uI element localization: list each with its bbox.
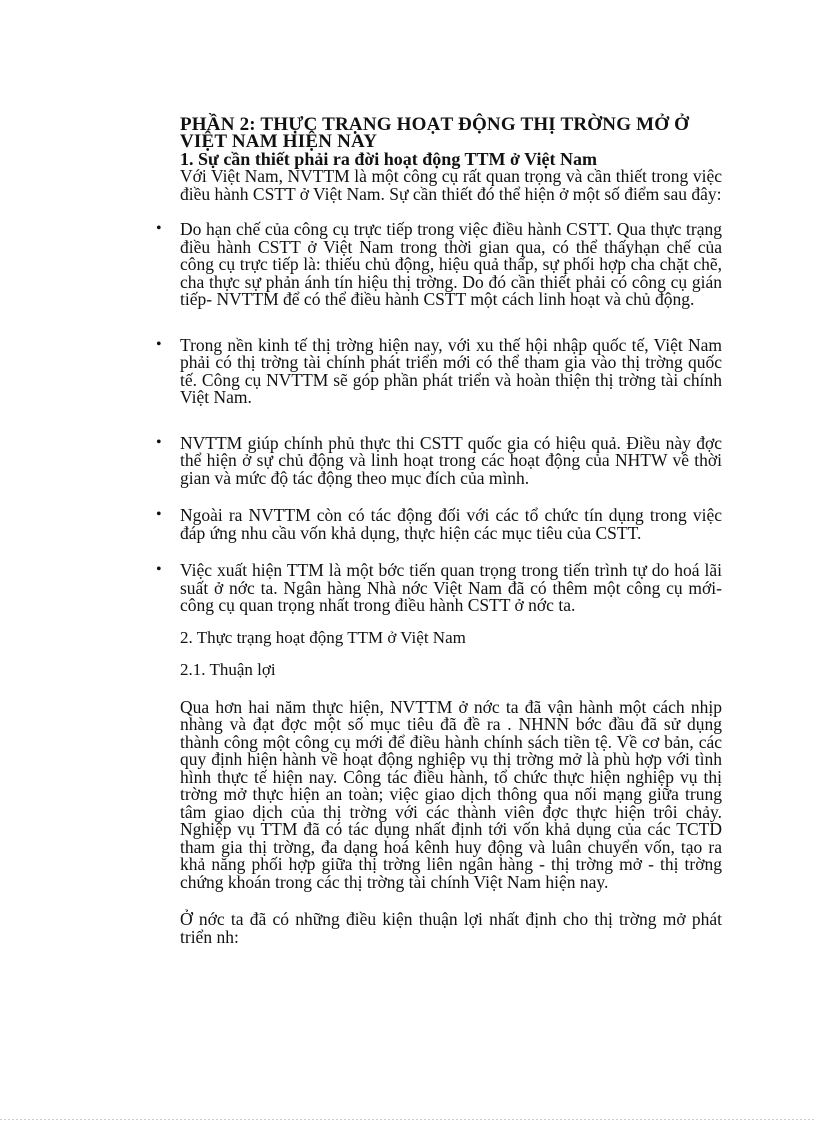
bullet-icon: •	[156, 506, 162, 523]
intro-paragraph: Với Việt Nam, NVTTM là một công cụ rất quan trọng và cần thiết trong việc điều hành CSTT ở Việt Nam. Sự cần thiết đó thể hiện ở một số điểm sau đây:	[180, 166, 722, 204]
list-item-text: NVTTM giúp chính phủ thực thi CSTT quốc gia có hiệu quả. Điều này đợc thể hiện ở sự chủ động và linh hoạt trong các hoạt động của NHTW về thời gian và mức độ tác động theo mục đích của mình.	[180, 432, 722, 488]
list-item-text: Ngoài ra NVTTM còn có tác động đối với các tổ chức tín dụng trong việc đáp ứng nhu cầu vốn khả dụng, thực hiện các mục tiêu của CSTT.	[180, 505, 722, 543]
list-item-text: Trong nền kinh tế thị trờng hiện nay, với xu thế hội nhập quốc tế, Việt Nam phải có thị trờng tài chính phát triển mới có thể tham gia vào thị trờng quốc tế. Công cụ NVTTM sẽ góp phần phát triển và hoàn thiện thị trờng tài chính Việt Nam.	[180, 334, 722, 407]
bullet-icon: •	[156, 561, 162, 578]
bullet-list	[156, 219, 722, 615]
list-item	[156, 505, 722, 543]
bullet-icon: •	[156, 220, 162, 237]
page-bottom-border	[0, 1119, 816, 1121]
list-item-text: Việc xuất hiện TTM là một bớc tiến quan trọng trong tiến trình tự do hoá lãi suất ở nớc ta. Ngân hàng Nhà nớc Việt Nam đã có thêm một công cụ mới- công cụ quan trọng nhất trong điều hành CSTT ở nớc ta.	[180, 560, 722, 615]
list-item	[156, 219, 722, 309]
bullet-icon: •	[156, 433, 162, 451]
list-item	[156, 560, 722, 615]
list-item	[156, 432, 722, 488]
document-body	[156, 114, 722, 947]
body-paragraph: Ở nớc ta đã có những điều kiện thuận lợi nhất định cho thị trờng mở phát triển nh:	[180, 909, 722, 947]
list-item-text: Do hạn chế của công cụ trực tiếp trong việc điều hành CSTT. Qua thực trạng điều hành CSTT ở Việt Nam trong thời gian qua, có thể thấyhạn chế của công cụ trực tiếp là: thiếu chủ động, hiệu quả thấp, sự phối hợp cha chặt chẽ, cha thực sự phản ánh tín hiệu thị trờng. Do đó cần thiết phải có công cụ gián tiếp- NVTTM để có thể điều hành CSTT một cách linh hoạt và chủ động.	[180, 219, 722, 309]
part-title: PHẦN 2: THỰC TRẠNG HOẠT ĐỘNG THỊ TRỜNG MỞ Ở VIỆT NAM HIỆN NAY	[180, 114, 690, 152]
section-2-heading: 2. Thực trạng hoạt động TTM ở Việt Nam	[180, 627, 466, 647]
body-paragraph: Qua hơn hai năm thực hiện, NVTTM ở nớc ta đã vận hành một cách nhịp nhàng và đạt đợc một số mục tiêu đã đề ra . NHNN bớc đầu đã sử dụng thành công một công cụ mới để điều hành chính sách tiền tệ. Về cơ bản, các quy định hiện hành về hoạt động nghiệp vụ thị trờng mở là phù hợp với tình hình thực tế hiện nay. Công tác điều hành, tổ chức thực hiện nghiệp vụ thị trờng mở thực hiện an toàn; việc giao dịch thông qua nối mạng giữa trung tâm giao dịch của thị trờng với các thành viên đợc thực hiện trôi chảy. Nghiệp vụ TTM đã có tác dụng nhất định tới vốn khả dụng của các TCTD tham gia thị trờng, đa dạng hoá kênh huy động và luân chuyển vốn, tạo ra khả năng phối hợp giữa thị trờng liên ngân hàng - thị trờng mở - thị trờng chứng khoán trong các thị trờng tài chính Việt Nam hiện nay.	[180, 696, 722, 892]
section-2-1-heading: 2.1. Thuận lợi	[180, 659, 276, 679]
section-1-heading: 1. Sự cần thiết phải ra đời hoạt động TTM ở Việt Nam	[180, 149, 597, 169]
list-item	[156, 334, 722, 407]
bullet-icon: •	[156, 335, 162, 353]
